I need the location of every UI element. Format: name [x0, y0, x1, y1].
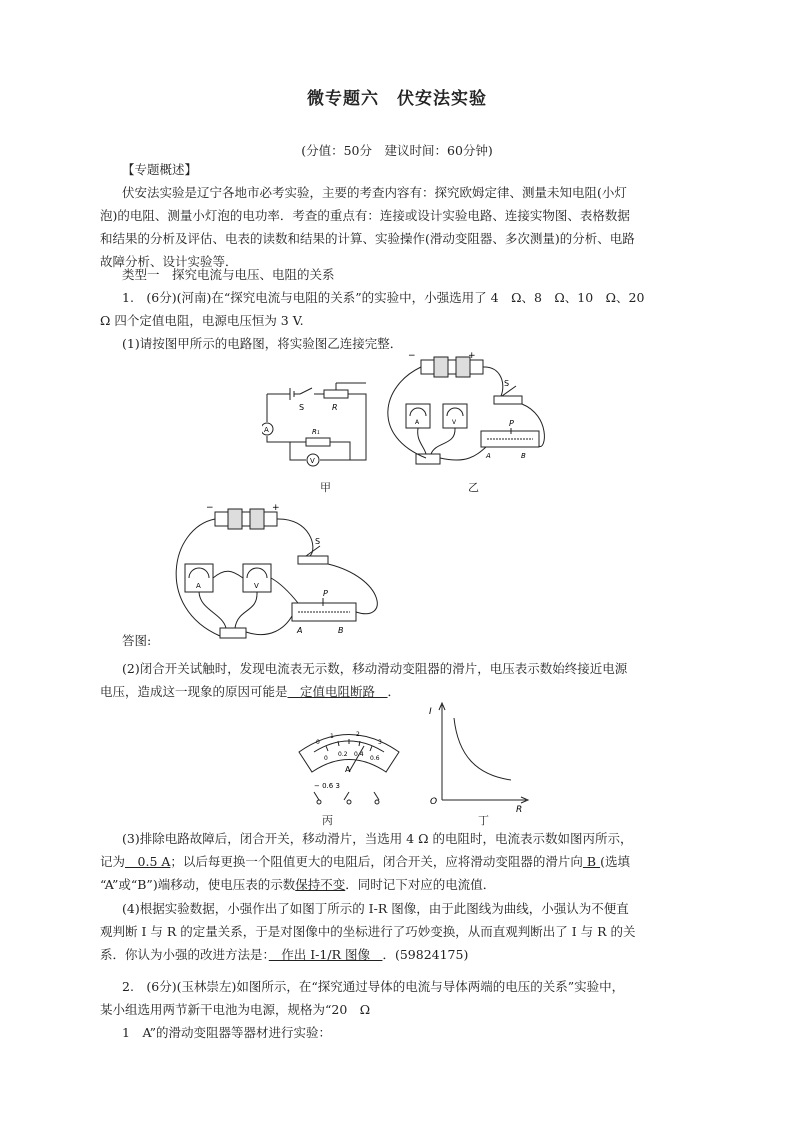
ammeter-dial-bing: [294, 722, 404, 812]
q1-sub4-line2: 观判断 I 与 R 的定量关系，于是对图像中的坐标进行了巧妙变换，从而直观判断出了 I 与 R 的关: [100, 924, 636, 939]
answer-figure: [160, 498, 400, 648]
ammeter-symbol: A: [345, 765, 351, 774]
terminal-labels: − 0.6 3: [314, 782, 340, 790]
overview-line: 故障分析、设计实验等．: [100, 254, 238, 269]
origin-label: O: [430, 797, 438, 807]
end-a-label: A: [297, 626, 303, 635]
page-title: 微专题六 伏安法实验: [307, 89, 487, 109]
overview-line: 伏安法实验是辽宁各地市必考实验，主要的考查内容有：探究欧姆定律、测量未知电阻(小灯: [122, 185, 627, 200]
ammeter-symbol: A: [196, 582, 201, 590]
end-b-label: B: [521, 452, 526, 460]
slider-label: P: [509, 419, 514, 428]
resistor-label: R₁: [312, 428, 320, 436]
ir-graph-ding: [426, 700, 536, 815]
switch-label: S: [504, 379, 510, 388]
caption-yi: 乙: [468, 481, 479, 494]
ammeter-symbol: A: [264, 426, 269, 434]
type-heading: 类型一 探究电流与电压、电阻的关系: [122, 267, 335, 282]
switch-label: S: [315, 537, 321, 546]
battery-minus: −: [408, 351, 416, 361]
apparatus-yi: [376, 346, 556, 476]
voltmeter-symbol: V: [452, 419, 457, 426]
answer-blank: 作出 I-1/R 图像: [268, 947, 383, 962]
overview-line: 和结果的分析及评估、电表的读数和结果的计算、实验操作(滑动变阻器、多次测量)的分析、电路: [100, 231, 635, 246]
caption-jia: 甲: [320, 481, 331, 494]
dial-tick-label: 0.2: [338, 751, 348, 758]
battery-minus: −: [206, 503, 214, 513]
q1-sub2-line2: 电压，造成这一现象的原因可能是 定值电阻断路 ．: [100, 684, 401, 699]
battery-plus: +: [272, 503, 280, 513]
dial-tick-label: 0: [316, 739, 320, 746]
answer-blank: 0.5 A: [125, 854, 171, 869]
caption-bing: 丙: [322, 814, 333, 827]
axis-i-label: I: [429, 707, 432, 717]
answer-blank: 保持不变: [295, 877, 346, 892]
answer-figure-label: 答图:: [122, 633, 152, 648]
q1-sub2: (2)闭合开关试触时，发现电流表无示数，移动滑动变阻器的滑片，电压表示数始终接近电源: [122, 661, 628, 676]
voltmeter-symbol: V: [310, 457, 315, 465]
q2-line: 2. (6分)(玉林崇左)如图所示，在“探究通过导体的电流与导体两端的电压的关系”实验中，: [122, 979, 625, 994]
dial-tick-label: 0.6: [370, 755, 380, 762]
dial-tick-label: 0: [324, 755, 328, 762]
dial-tick-label: 0.4: [354, 751, 364, 758]
slider-label: P: [323, 589, 328, 598]
q1-sub4: (4)根据实验数据，小强作出了如图丁所示的 I-R 图像，由于此图线为曲线，小强认为不便直: [122, 901, 629, 916]
axis-r-label: R: [516, 805, 523, 815]
switch-label: S: [299, 403, 305, 412]
q1-line: Ω 四个定值电阻，电源电压恒为 3 V.: [100, 313, 304, 328]
q1-sub3-line2: 记为 0.5 A；以后每更换一个阻值更大的电阻后，闭合开关，应将滑动变阻器的滑片向 B (选填: [100, 854, 630, 869]
q1-sub3: (3)排除电路故障后，闭合开关，移动滑片，当选用 4 Ω 的电阻时，电流表示数如图丙所示，: [122, 831, 633, 846]
caption-ding: 丁: [478, 814, 489, 827]
q1-sub1: (1)请按图甲所示的电路图，将实验图乙连接完整．: [122, 336, 403, 351]
overview-heading: 【专题概述】: [122, 162, 198, 177]
circuit-diagram-jia: [262, 380, 372, 470]
rheostat-label: R: [332, 403, 338, 412]
overview-line: 泡)的电阻、测量小灯泡的电功率．考查的重点有：连接或设计实验电路、连接实物图、表格数据: [100, 208, 630, 223]
score-time-meta: (分值：50分 建议时间：60分钟): [301, 143, 493, 158]
end-a-label: A: [486, 452, 491, 460]
dial-tick-label: 1: [330, 733, 334, 740]
q2-line: 某小组选用两节新干电池为电源，规格为“20 Ω: [100, 1002, 371, 1017]
end-b-label: B: [338, 626, 344, 635]
answer-blank: B: [582, 854, 601, 869]
ammeter-symbol: A: [415, 419, 420, 426]
dial-tick-label: 3: [378, 739, 382, 746]
battery-plus: +: [468, 351, 476, 361]
q2-line: 1 A”的滑动变阻器等器材进行实验：: [122, 1025, 332, 1040]
voltmeter-symbol: V: [254, 582, 259, 590]
answer-blank: 定值电阻断路: [287, 684, 388, 699]
q1-sub4-line3: 系．你认为小强的改进方法是： 作出 I-1/R 图像 ．(59824175): [100, 947, 469, 962]
q1-sub3-line3: “A”或“B”)端移动，使电压表的示数保持不变．同时记下对应的电流值．: [100, 877, 496, 892]
q1-line: 1. (6分)(河南)在“探究电流与电阻的关系”的实验中，小强选用了 4 Ω、8 Ω、10 Ω、20: [122, 290, 645, 305]
dial-tick-label: 2: [356, 731, 360, 738]
